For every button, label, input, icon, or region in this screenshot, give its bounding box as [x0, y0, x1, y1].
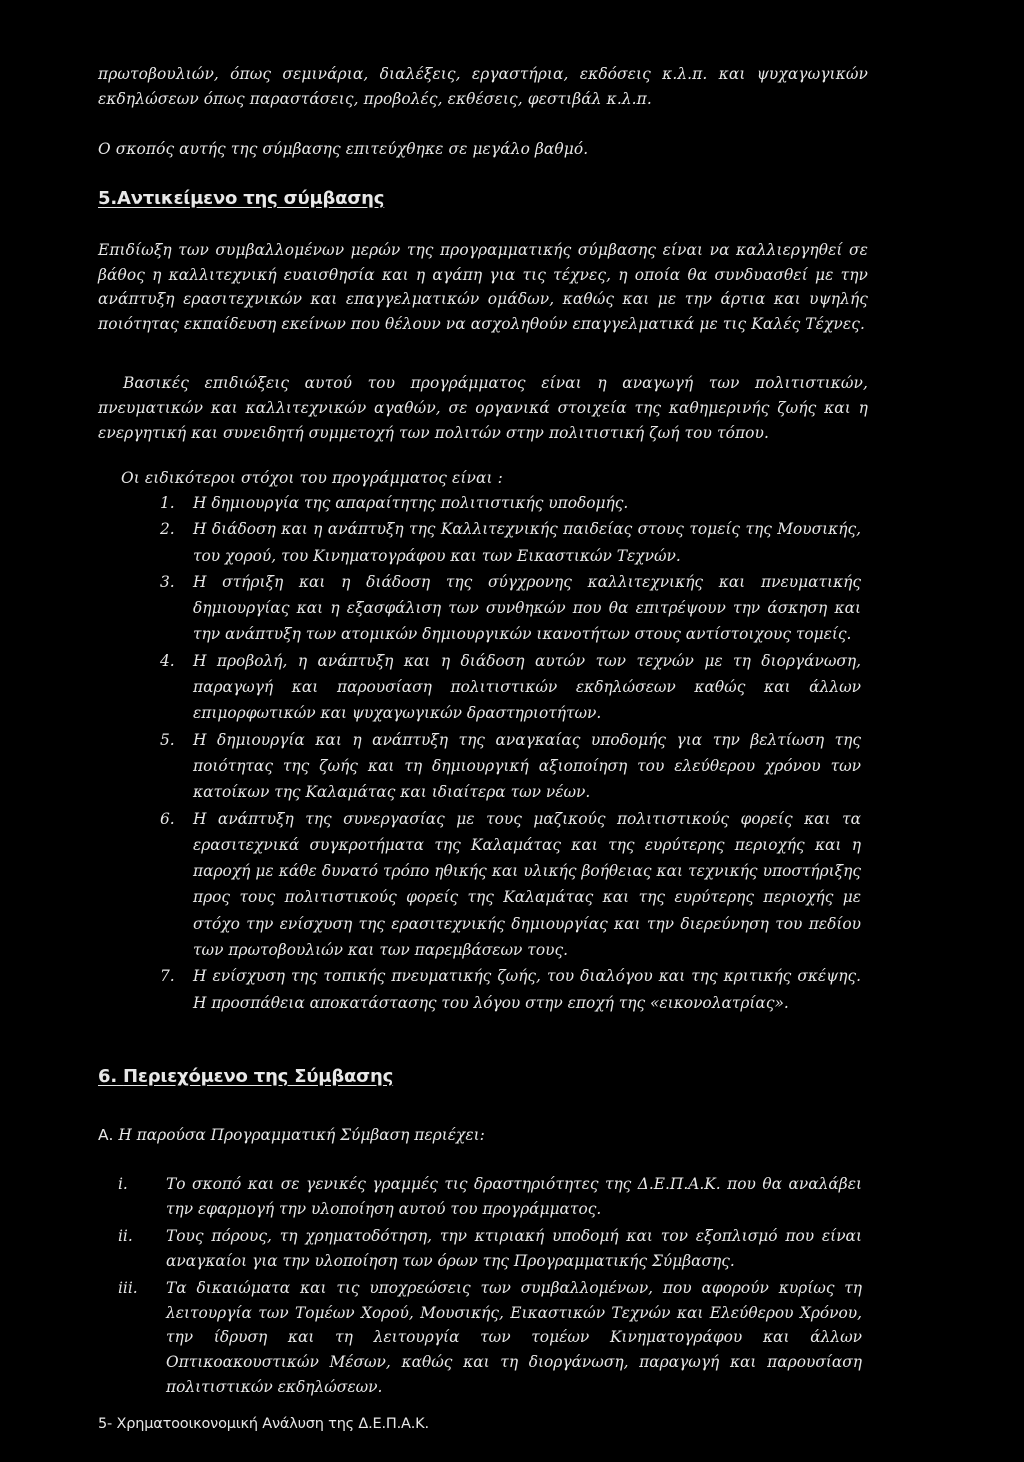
- section-6-number: 6.: [98, 1066, 117, 1087]
- goal-marker: 2.: [160, 520, 175, 539]
- intro-continuation: πρωτοβουλιών, όπως σεμινάρια, διαλέξεις, εργαστήρια, εκδόσεις κ.λ.π. και ψυχαγωγικών εκδηλώσεων όπως παραστάσεις, προβολές, εκθέσεις, φεστιβάλ κ.λ.π.: [98, 65, 868, 108]
- section-6-intro: [98, 1123, 485, 1147]
- goal-marker: 4.: [160, 651, 175, 670]
- goal-text: Η δημιουργία και η ανάπτυξη της αναγκαίας υποδομής για την βελτίωση της ποιότητας της ζωής και τη δημιουργική αξιοποίηση του ελεύθερου χρόνου των κατοίκων της Καλαμάτας και ιδιαίτερα των νέων.: [193, 730, 861, 802]
- contents-text: Το σκοπό και σε γενικές γραμμές τις δραστηριότητες της Δ.Ε.Π.Α.Κ. που θα αναλάβει την εφαρμογή την υλοποίηση αυτού του προγράμματος.: [166, 1175, 862, 1218]
- goal-marker: 6.: [160, 809, 175, 828]
- goal-item: [160, 516, 861, 569]
- goal-marker: 7.: [160, 967, 175, 986]
- goal-marker: 1.: [160, 494, 175, 512]
- section-6-title: Περιεχόμενο της Σύμβασης: [123, 1066, 394, 1087]
- goal-marker: 5.: [160, 730, 175, 749]
- contents-text: Τα δικαιώματα και τις υποχρεώσεις των συμβαλλομένων, που αφορούν κυρίως τη λειτουργία των Τομέων Χορού, Μουσικής, Εικαστικών Τεχνών και Ελεύθερου Χρόνου, την ίδρυση και τη λειτουργία των τομέων Κινηματογράφου και άλλων Οπτικοακουστικών Μέσων, καθώς και τη διοργάνωση, παραγωγή και παρουσίαση πολιτιστικών εκδηλώσεων.: [166, 1279, 862, 1396]
- goal-marker: 3.: [160, 572, 175, 591]
- contents-text: Τους πόρους, τη χρηματοδότηση, την κτιριακή υποδομή και τον εξοπλισμό που είναι αναγκαίοι για την υλοποίηση των όρων της Προγραμματικής Σύμβασης.: [166, 1227, 862, 1270]
- contents-item: [118, 1172, 862, 1221]
- goal-text: Η δημιουργία της απαραίτητης πολιτιστικής υποδομής.: [193, 494, 629, 512]
- goal-item: [160, 963, 861, 1016]
- section-5-title: Αντικείμενο της σύμβασης: [116, 188, 385, 209]
- next-section-heading: 5- Χρηματοοικονομική Ανάλυση της Δ.Ε.Π.Α.Κ.: [98, 1416, 429, 1432]
- goal-item: [160, 727, 861, 806]
- goal-item: [160, 490, 861, 516]
- section-6-intro-letter: Α.: [98, 1126, 114, 1144]
- section-5-number: 5.: [98, 188, 117, 209]
- section-6-intro-text: Η παρούσα Προγραμματική Σύμβαση περιέχει:: [118, 1126, 485, 1144]
- section-6-heading: [98, 1066, 393, 1087]
- goal-item: [160, 806, 861, 964]
- contents-item: [118, 1224, 862, 1273]
- goal-text: Η στήριξη και η διάδοση της σύγχρονης καλλιτεχνικής και πνευματικής δημιουργίας και η εξασφάλιση των συνθηκών που θα επιτρέψουν την άσκηση και την ανάπτυξη των ατομικών δημιουργικών ικανοτήτων στους αντίστοιχους τομείς.: [193, 572, 861, 644]
- goal-statement: Ο σκοπός αυτής της σύμβασης επιτεύχθηκε σε μεγάλο βαθμό.: [98, 140, 589, 158]
- goal-text: Η ενίσχυση της τοπικής πνευματικής ζωής, του διαλόγου και της κριτικής σκέψης. Η προσπάθεια αποκατάστασης του λόγου στην εποχή της «εικονολατρίας».: [193, 967, 861, 1012]
- contents-list: [118, 1172, 862, 1400]
- contents-marker: i.: [118, 1175, 128, 1193]
- section-5-paragraph-2: Βασικές επιδιώξεις αυτού του προγράμματος είναι η αναγωγή των πολιτιστικών, πνευματικών και καλλιτεχνικών αγαθών, σε οργανικά στοιχεία της καθημερινής ζωής και η ενεργητική και συνειδητή συμμετοχή των πολιτών στην πολιτιστική ζωή του τόπου.: [98, 374, 868, 442]
- contents-marker: iii.: [118, 1279, 138, 1297]
- goal-text: Η προβολή, η ανάπτυξη και η διάδοση αυτών των τεχνών με τη διοργάνωση, παραγωγή και παρουσίαση πολιτιστικών εκδηλώσεων καθώς και άλλων επιμορφωτικών και ψυχαγωγικών δραστηριοτήτων.: [193, 651, 861, 723]
- goal-item: [160, 569, 861, 648]
- goal-text: Η ανάπτυξη της συνεργασίας με τους μαζικούς πολιτιστικούς φορείς και τα ερασιτεχνικά συγκροτήματα της Καλαμάτας και της ευρύτερης περιοχής και η παροχή με κάθε δυνατό τρόπο ηθικής και υλικής βοήθειας και τεχνικής υποστήριξης προς τους πολιτιστικούς φορείς της Καλαμάτας και της ευρύτερης περιοχής με στόχο την ενίσχυση της ερασιτεχνικής δημιουργίας και την διερεύνηση του πεδίου των πρωτοβουλιών και των παρεμβάσεων τους.: [193, 809, 861, 960]
- section-5-paragraph-1: Επιδίωξη των συμβαλλομένων μερών της προγραμματικής σύμβασης είναι να καλλιεργηθεί σε βάθος η καλλιτεχνική ευαισθησία και η αγάπη για τις τέχνες, η οποία θα συνδυασθεί με την ανάπτυξη ερασιτεχνικών και επαγγελματικών ομάδων, καθώς και με την άρτια και υψηλής ποιότητας εκπαίδευση εκείνων που θέλουν να ασχοληθούν επαγγελματικά με τις Καλές Τέχνες.: [98, 241, 868, 333]
- contents-item: [118, 1276, 862, 1400]
- goals-list: [160, 490, 861, 1016]
- goal-text: Η διάδοση και η ανάπτυξη της Καλλιτεχνικής παιδείας στους τομείς της Μουσικής, του χορού, του Κινηματογράφου και των Εικαστικών Τεχνών.: [193, 520, 861, 565]
- contents-marker: ii.: [118, 1227, 133, 1245]
- goal-item: [160, 648, 861, 727]
- goals-intro: Οι ειδικότεροι στόχοι του προγράμματος είναι :: [121, 469, 503, 487]
- section-5-heading: [98, 188, 384, 209]
